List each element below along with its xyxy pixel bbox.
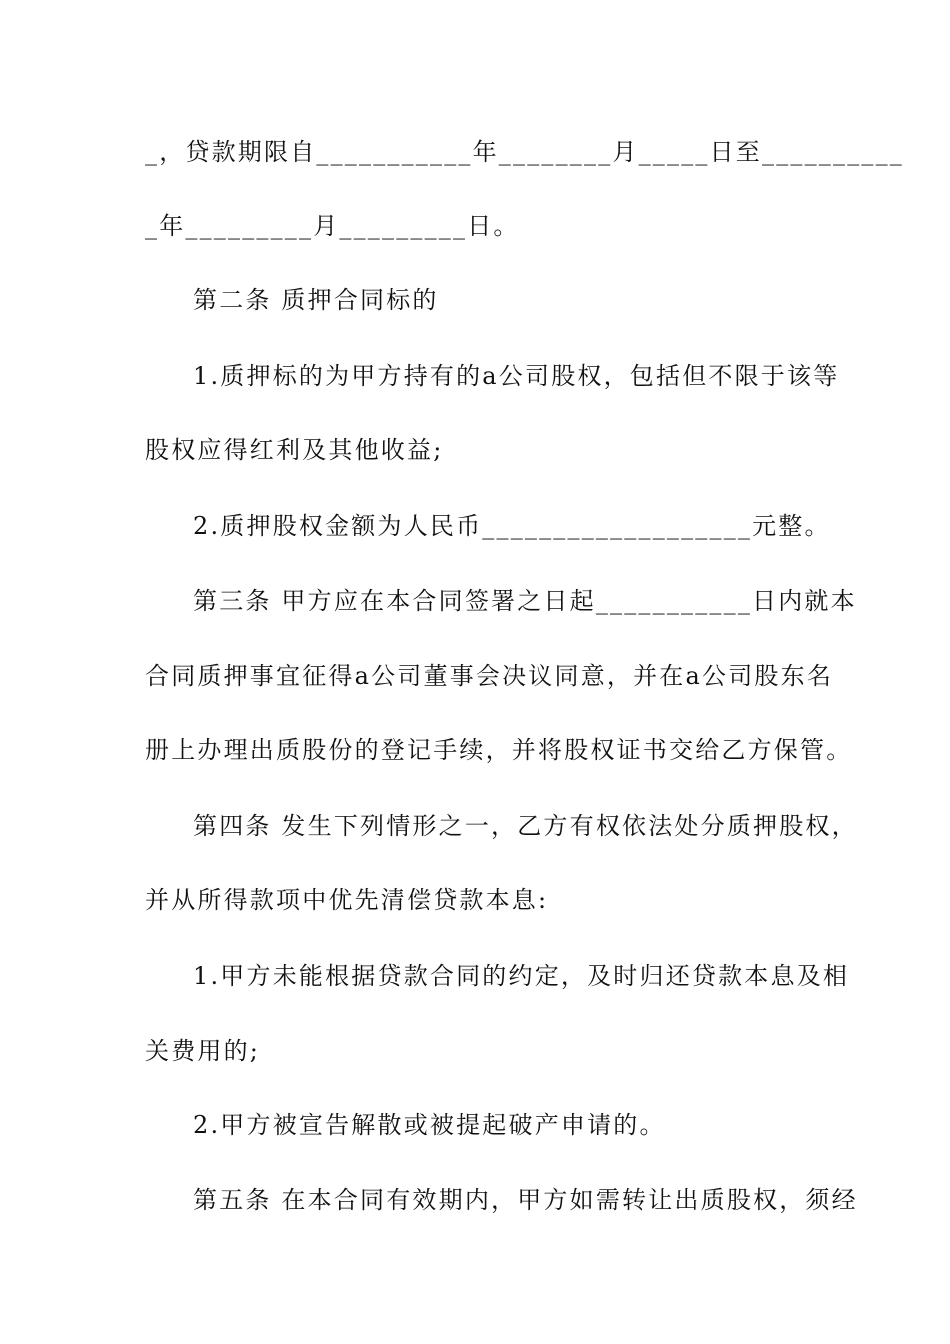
article-2-item-1-line-1: 1.质押标的为甲方持有的a公司股权，包括但不限于该等: [193, 362, 840, 390]
article-2-heading: 第二条 质押合同标的: [193, 286, 439, 314]
loan-term-end-line: _年_________月_________日。: [145, 212, 520, 240]
article-4-item-1-line-2: 关费用的;: [145, 1037, 261, 1065]
article-2-item-1-line-2: 股权应得红利及其他收益;: [145, 436, 444, 464]
loan-term-line: _，贷款期限自___________年________月_____日至__________: [145, 138, 904, 166]
article-4-item-2: 2.甲方被宣告解散或被提起破产申请的。: [193, 1111, 666, 1139]
article-5-line-1: 第五条 在本合同有效期内，甲方如需转让出质股权，须经: [193, 1186, 858, 1214]
article-4-line-2: 并从所得款项中优先清偿贷款本息:: [145, 886, 549, 914]
article-3-line-2: 合同质押事宜征得a公司董事会决议同意，并在a公司股东名: [145, 662, 834, 690]
article-3-line-1: 第三条 甲方应在本合同签署之日起___________日内就本: [193, 587, 857, 615]
article-4-item-1-line-1: 1.甲方未能根据贷款合同的约定，及时归还贷款本息及相: [193, 962, 850, 990]
article-2-item-2: 2.质押股权金额为人民币___________________元整。: [193, 512, 831, 540]
article-3-line-3: 册上办理出质股份的登记手续，并将股权证书交给乙方保管。: [145, 736, 853, 764]
article-4-line-1: 第四条 发生下列情形之一，乙方有权依法处分质押股权，: [193, 812, 858, 840]
